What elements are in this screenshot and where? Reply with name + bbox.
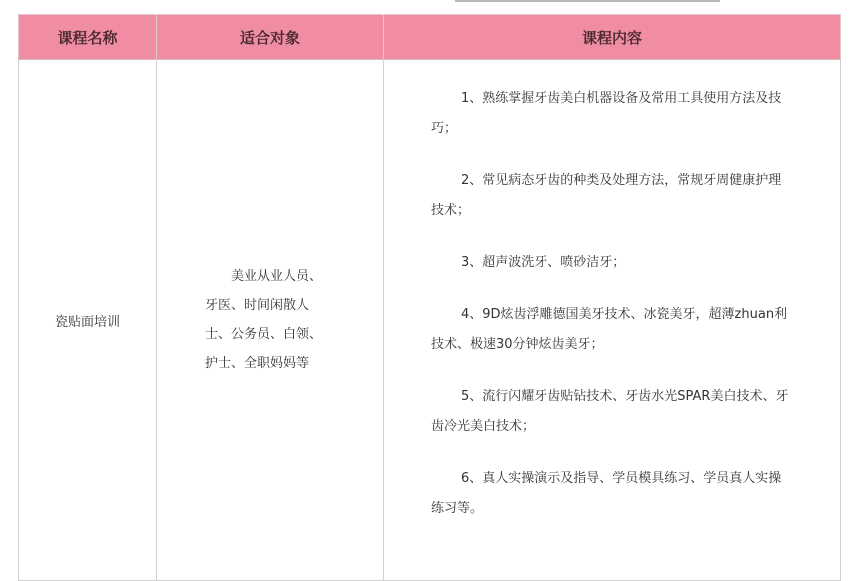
top-divider [455,0,720,2]
table-header-row [19,15,841,60]
header-target-audience: 适合对象 [157,15,384,60]
course-name-cell: 瓷贴面培训 [19,60,157,581]
content-item-3: 3、超声波洗牙、喷砂洁牙； [461,255,626,270]
header-course-content: 课程内容 [384,15,841,60]
header-course-name: 课程名称 [19,15,157,60]
content-item-5: 5、流行闪耀牙齿贴钻技术、牙齿水光SPAR美白技术、牙齿冷光美白技术； [431,389,789,434]
course-content-list [384,60,840,524]
target-audience-text: 美业从业人员、牙医、时间闲散人士、公务员、白领、护士、全职妈妈等 [205,269,323,371]
target-audience-cell [157,60,384,581]
course-table [18,14,841,581]
content-item-4: 4、9D炫齿浮雕德国美牙技术、冰瓷美牙，超薄zhuan利技术、极速30分钟炫齿美牙； [431,307,788,352]
content-item-1: 1、熟练掌握牙齿美白机器设备及常用工具使用方法及技巧； [431,91,782,136]
content-item-6: 6、真人实操演示及指导、学员模具练习、学员真人实操练习等。 [431,471,782,516]
content-item-2: 2、常见病态牙齿的种类及处理方法，常规牙周健康护理技术； [431,173,782,218]
course-content-cell [384,60,841,581]
table-row [19,60,841,581]
